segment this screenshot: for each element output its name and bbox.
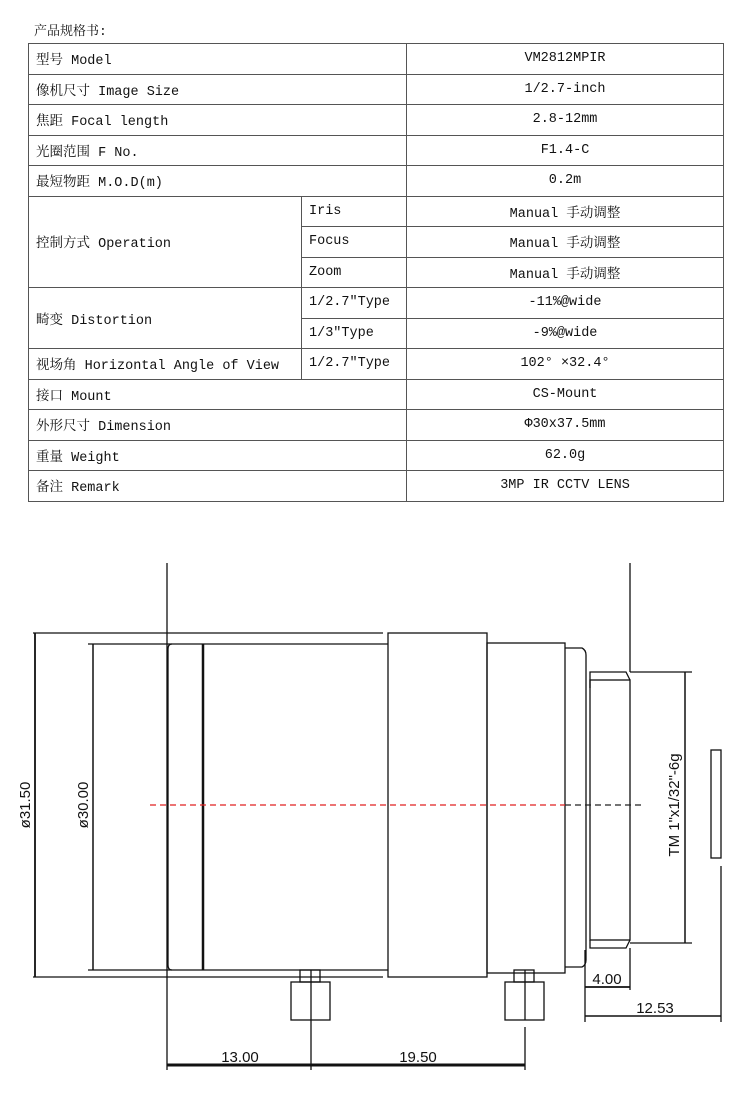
row-label: 外形尺寸 Dimension bbox=[29, 410, 407, 441]
table-row bbox=[29, 44, 724, 75]
row-value: F1.4-C bbox=[407, 135, 724, 166]
row-value: 102° ×32.4° bbox=[407, 349, 724, 380]
row-label: 接口 Mount bbox=[29, 379, 407, 410]
row-value: -9%@wide bbox=[407, 318, 724, 349]
screw-head bbox=[514, 970, 534, 982]
row-label: 视场角 Horizontal Angle of View bbox=[29, 349, 302, 380]
row-value: 0.2m bbox=[407, 166, 724, 197]
sub-label: Focus bbox=[302, 227, 407, 258]
row-label: 像机尺寸 Image Size bbox=[29, 74, 407, 105]
row-label: 最短物距 M.O.D(m) bbox=[29, 166, 407, 197]
focus-ring bbox=[487, 643, 565, 973]
back-focus-label: 12.53 bbox=[636, 1000, 674, 1017]
row-label: 光圈范围 F No. bbox=[29, 135, 407, 166]
table-row bbox=[29, 135, 724, 166]
row-value: -11%@wide bbox=[407, 288, 724, 319]
thread-bottom bbox=[590, 940, 630, 948]
row-value: Manual 手动调整 bbox=[407, 257, 724, 288]
row-label: 备注 Remark bbox=[29, 471, 407, 502]
thread-label: TM 1"x1/32"-6g bbox=[666, 753, 683, 857]
sub-label: Zoom bbox=[302, 257, 407, 288]
row-label: 控制方式 Operation bbox=[29, 196, 302, 288]
row-label: 畸变 Distortion bbox=[29, 288, 302, 349]
table-row bbox=[29, 410, 724, 441]
screw1-distance-label: 13.00 bbox=[221, 1049, 259, 1066]
row-value: Φ30x37.5mm bbox=[407, 410, 724, 441]
front-ring bbox=[168, 644, 172, 970]
sub-label: 1/2.7"Type bbox=[302, 349, 407, 380]
sub-label: Iris bbox=[302, 196, 407, 227]
row-label: 型号 Model bbox=[29, 44, 407, 75]
table-row bbox=[29, 74, 724, 105]
document-title: 产品规格书: bbox=[34, 24, 107, 39]
sub-label: 1/2.7"Type bbox=[302, 288, 407, 319]
spec-table bbox=[28, 43, 724, 502]
table-row bbox=[29, 471, 724, 502]
table-row bbox=[29, 196, 724, 227]
table-row bbox=[29, 379, 724, 410]
table-row bbox=[29, 288, 724, 319]
row-label: 重量 Weight bbox=[29, 440, 407, 471]
mount-thread bbox=[590, 680, 630, 940]
rear-step bbox=[565, 648, 586, 967]
sensor-plane bbox=[711, 750, 721, 858]
row-value: 62.0g bbox=[407, 440, 724, 471]
row-value: Manual 手动调整 bbox=[407, 227, 724, 258]
barrel-diameter-label: ø30.00 bbox=[75, 781, 92, 829]
sub-label: 1/3"Type bbox=[302, 318, 407, 349]
row-value: CS-Mount bbox=[407, 379, 724, 410]
row-value: VM2812MPIR bbox=[407, 44, 724, 75]
lens-drawing bbox=[0, 540, 750, 1097]
table-row bbox=[29, 440, 724, 471]
row-value: 3MP IR CCTV LENS bbox=[407, 471, 724, 502]
outer-diameter-label: ø31.50 bbox=[17, 781, 34, 829]
table-row bbox=[29, 166, 724, 197]
row-value: Manual 手动调整 bbox=[407, 196, 724, 227]
flange-label: 4.00 bbox=[592, 971, 622, 988]
table-row bbox=[29, 349, 724, 380]
row-value: 2.8-12mm bbox=[407, 105, 724, 136]
row-value: 1/2.7-inch bbox=[407, 74, 724, 105]
table-row bbox=[29, 105, 724, 136]
screw-head bbox=[300, 970, 320, 982]
screw2-distance-label: 19.50 bbox=[399, 1049, 437, 1066]
row-label: 焦距 Focal length bbox=[29, 105, 407, 136]
